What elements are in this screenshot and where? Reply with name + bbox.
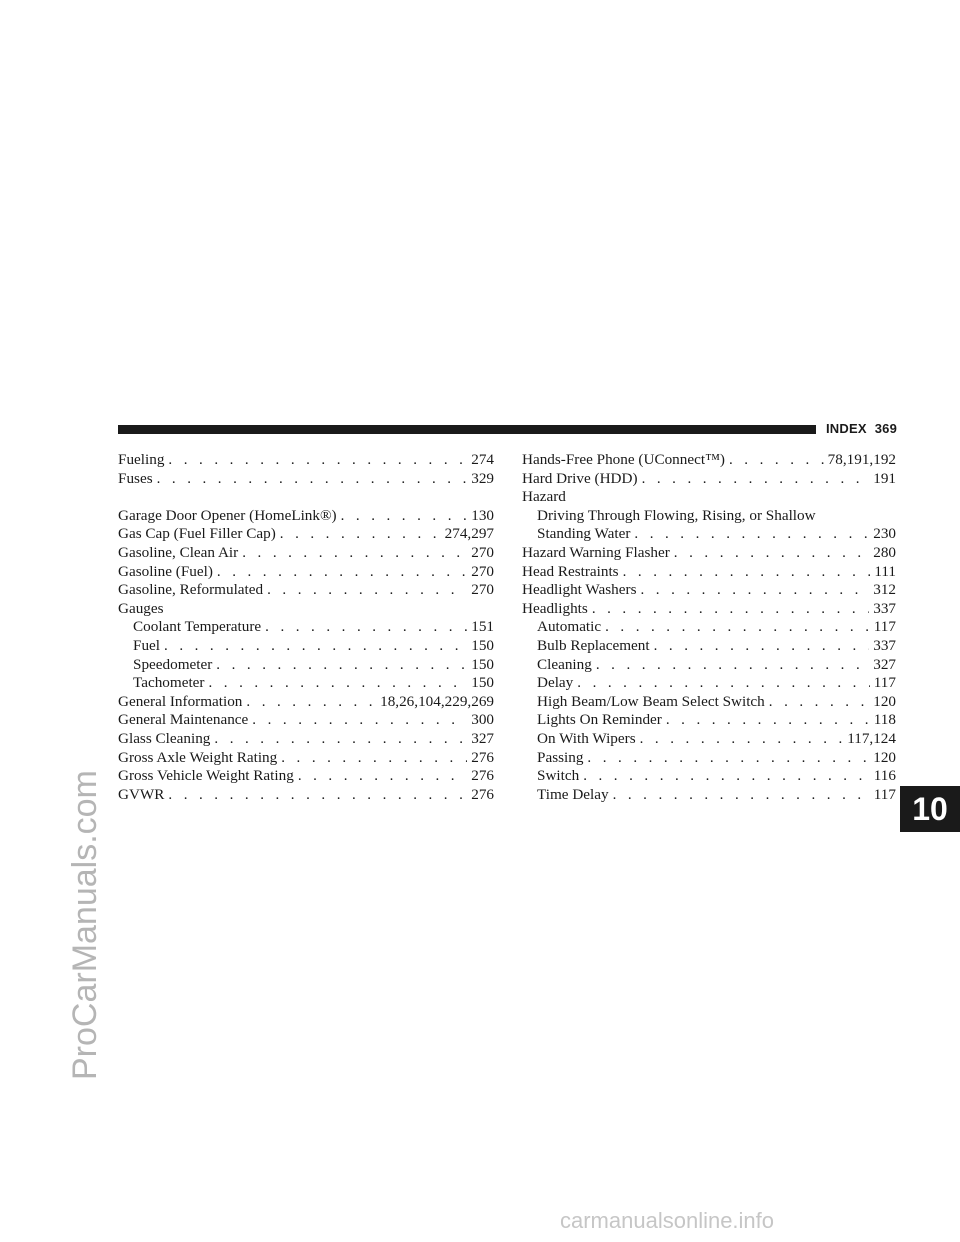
index-term: Glass Cleaning — [118, 729, 211, 747]
dot-leader — [208, 674, 467, 693]
index-subentry — [118, 656, 494, 675]
dot-leader — [265, 618, 467, 637]
dot-leader — [298, 767, 467, 786]
index-subentry — [118, 618, 494, 637]
index-term: Delay — [537, 674, 574, 692]
index-heading: Gauges — [118, 599, 164, 617]
index-term: Fuel — [133, 636, 161, 654]
index-page-ref: 274,297 — [444, 525, 494, 543]
index-entry — [118, 786, 494, 805]
section-title: INDEX — [826, 421, 867, 436]
index-entry — [118, 749, 494, 768]
index-term: Switch — [537, 767, 580, 785]
index-subentry — [118, 637, 494, 656]
index-page-ref: 150 — [471, 674, 494, 692]
index-entry — [118, 581, 494, 600]
index-page-ref: 130 — [471, 506, 494, 524]
index-page-ref: 150 — [471, 636, 494, 654]
dot-leader — [168, 786, 467, 805]
index-subentry — [522, 674, 896, 693]
dot-leader — [623, 563, 871, 582]
index-term: Cleaning — [537, 655, 592, 673]
index-subentry — [522, 637, 896, 656]
index-subentry — [522, 618, 896, 637]
index-page-ref: 327 — [873, 655, 896, 673]
index-entry — [118, 730, 494, 749]
index-term: Coolant Temperature — [133, 618, 262, 636]
dot-leader — [246, 693, 376, 712]
dot-leader — [214, 730, 467, 749]
dot-leader — [729, 451, 824, 470]
index-term: Gross Vehicle Weight Rating — [118, 767, 294, 785]
index-term: GVWR — [118, 785, 165, 803]
index-term: Fueling — [118, 451, 165, 468]
index-term: Fuses — [118, 469, 153, 487]
index-term: Standing Water — [537, 525, 631, 543]
dot-leader — [252, 711, 467, 730]
index-subentry — [522, 693, 896, 712]
index-subentry — [522, 711, 896, 730]
dot-leader — [587, 749, 869, 768]
index-page-ref: 150 — [471, 655, 494, 673]
dot-leader — [164, 637, 467, 656]
index-term: Headlights — [522, 599, 588, 617]
index-subentry — [522, 767, 896, 786]
index-page-ref: 270 — [471, 581, 494, 599]
index-page-ref: 300 — [471, 711, 494, 729]
chapter-tab: 10 — [900, 786, 960, 832]
index-term: Hazard Warning Flasher — [522, 543, 670, 561]
dot-leader — [613, 786, 870, 805]
index-entry — [522, 544, 896, 563]
index-page-ref: 230 — [873, 525, 896, 543]
index-page-ref: 117,124 — [847, 729, 896, 747]
page-number: 369 — [874, 421, 898, 436]
dot-leader — [157, 470, 468, 489]
index-term: Automatic — [537, 618, 602, 636]
index-entry — [118, 451, 494, 470]
index-page-ref: 280 — [873, 543, 896, 561]
index-page-ref: 117 — [873, 785, 896, 803]
dot-leader — [642, 470, 870, 489]
running-header — [826, 421, 897, 436]
index-entry — [522, 470, 896, 489]
dot-leader — [341, 507, 468, 526]
dot-leader — [605, 618, 870, 637]
index-entry — [118, 544, 494, 563]
index-entry — [118, 470, 494, 489]
index-page-ref: 337 — [873, 599, 896, 617]
index-page-ref: 111 — [874, 562, 896, 580]
index-term: Garage Door Opener (HomeLink®) — [118, 506, 337, 524]
index-page-ref: 151 — [471, 618, 494, 636]
index-entry — [118, 767, 494, 786]
index-page-ref: 191 — [873, 469, 896, 487]
index-page-ref: 117 — [873, 618, 896, 636]
index-subentry — [522, 786, 896, 805]
dot-leader — [596, 656, 869, 675]
index-heading: Hazard — [522, 488, 566, 506]
index-page-ref: 274 — [471, 451, 494, 468]
dot-leader — [640, 730, 844, 749]
index-term: On With Wipers — [537, 729, 636, 747]
dot-leader — [634, 525, 869, 544]
index-page-ref: 276 — [471, 767, 494, 785]
index-subentry — [118, 674, 494, 693]
index-term: Head Restraints — [522, 562, 619, 580]
index-subentry — [522, 525, 896, 544]
dot-leader — [168, 451, 467, 470]
index-term: Gasoline, Clean Air — [118, 543, 239, 561]
dot-leader — [666, 711, 870, 730]
index-page-ref: 327 — [471, 729, 494, 747]
index-page-ref: 270 — [471, 543, 494, 561]
index-term: Gasoline (Fuel) — [118, 562, 213, 580]
dot-leader — [242, 544, 467, 563]
index-entry — [522, 563, 896, 582]
dot-leader — [216, 656, 467, 675]
index-page-ref: 120 — [873, 748, 896, 766]
index-term: High Beam/Low Beam Select Switch — [537, 692, 765, 710]
dot-leader — [654, 637, 870, 656]
index-term: Gasoline, Reformulated — [118, 581, 264, 599]
index-page-ref: 120 — [873, 692, 896, 710]
index-page-ref: 312 — [873, 581, 896, 599]
index-entry — [522, 581, 896, 600]
dot-leader — [577, 674, 870, 693]
index-page-ref: 276 — [471, 785, 494, 803]
side-watermark: ProCarManuals.com — [66, 770, 104, 1080]
dot-leader — [217, 563, 467, 582]
index-column-right — [522, 451, 896, 804]
index-page-ref: 116 — [873, 767, 896, 785]
index-page-ref: 18,26,104,229,269 — [380, 692, 494, 710]
index-term: Time Delay — [537, 785, 609, 803]
dot-leader — [640, 581, 869, 600]
index-entry — [522, 600, 896, 619]
index-term: Tachometer — [133, 674, 205, 692]
index-entry — [118, 507, 494, 526]
header-rule — [118, 425, 816, 434]
index-term: Headlight Washers — [522, 581, 637, 599]
dot-leader — [583, 767, 870, 786]
group-spacer — [118, 488, 494, 507]
index-page-ref: 117 — [873, 674, 896, 692]
index-page-ref: 118 — [873, 711, 896, 729]
index-column-left — [118, 451, 494, 804]
index-entry — [118, 563, 494, 582]
index-term: Bulb Replacement — [537, 636, 650, 654]
footer-watermark: carmanualsonline.info — [560, 1208, 775, 1233]
index-term: Hard Drive (HDD) — [522, 469, 638, 487]
dot-leader — [674, 544, 869, 563]
index-entry — [118, 711, 494, 730]
dot-leader — [280, 525, 441, 544]
index-term: Hands-Free Phone (UConnect™) — [522, 451, 725, 468]
index-page-ref: 78,191,192 — [827, 451, 896, 468]
dot-leader — [769, 693, 869, 712]
dot-leader — [592, 600, 869, 619]
index-entry — [118, 693, 494, 712]
dot-leader — [281, 749, 467, 768]
index-subentry — [522, 730, 896, 749]
dot-leader — [267, 581, 467, 600]
index-term: Speedometer — [133, 655, 213, 673]
index-term: General Maintenance — [118, 711, 249, 729]
index-page-ref: 270 — [471, 562, 494, 580]
index-term: Lights On Reminder — [537, 711, 662, 729]
index-entry — [118, 525, 494, 544]
index-entry — [522, 451, 896, 470]
index-term: Gas Cap (Fuel Filler Cap) — [118, 525, 276, 543]
index-subentry — [522, 749, 896, 768]
index-page-ref: 337 — [873, 636, 896, 654]
index-term: Gross Axle Weight Rating — [118, 748, 278, 766]
index-term: General Information — [118, 692, 243, 710]
index-term: Passing — [537, 748, 584, 766]
index-page-ref: 329 — [471, 469, 494, 487]
index-subentry-line: Driving Through Flowing, Rising, or Shallow — [537, 506, 816, 524]
index-page-ref: 276 — [471, 748, 494, 766]
index-subentry — [522, 656, 896, 675]
